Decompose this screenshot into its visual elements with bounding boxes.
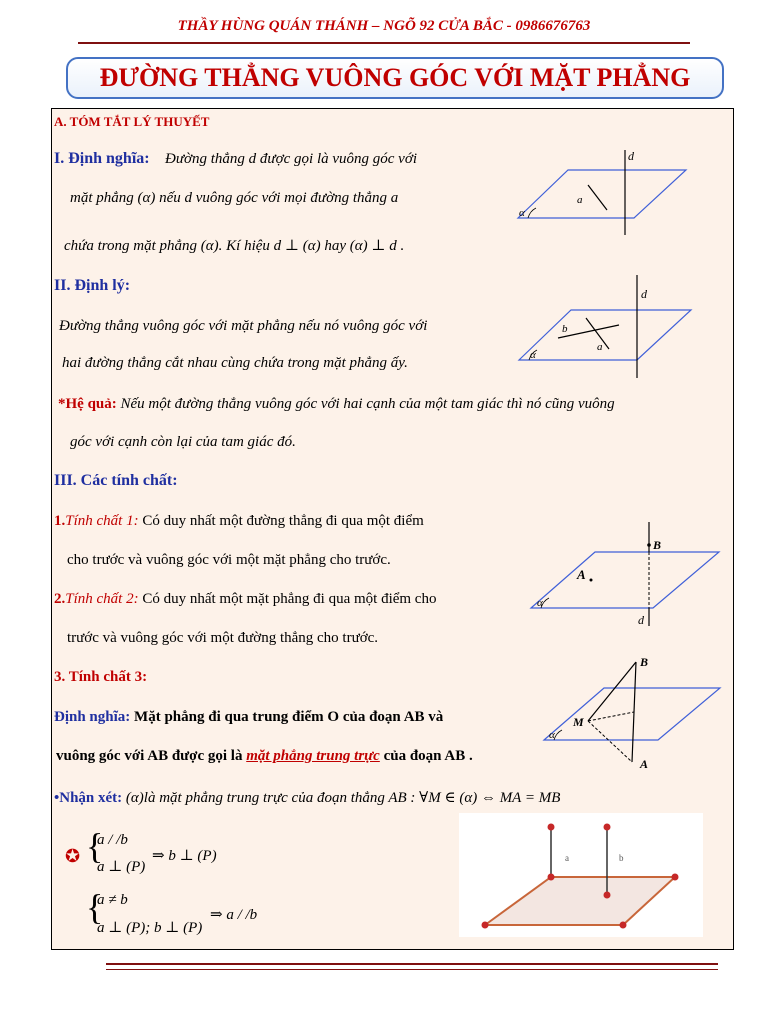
corollary-label: *Hệ quả: (58, 396, 117, 412)
fig4-label-M: M (573, 715, 584, 729)
fig1-label-alpha: α (519, 207, 525, 219)
property-1-line-1 (54, 513, 424, 530)
fig3-label-d: d (638, 613, 644, 627)
fig3-label-alpha: α (537, 597, 543, 609)
property-3-def-label: Định nghĩa: (54, 709, 131, 725)
formula-1-result: ⇒ b ⊥ (P) (152, 848, 217, 864)
figure-plane-perpendicular-line (510, 145, 690, 240)
fig2-label-d: d (641, 287, 647, 301)
remark-line (54, 788, 560, 807)
property-2-number: 2. (54, 591, 66, 607)
page-header: THẦY HÙNG QUÁN THÁNH – NGÕ 92 CỬA BẮC - 0986676763 (177, 18, 591, 34)
remark-text: (α)là mặt phẳng trung trực của đoạn thẳng AB : ∀M ∈ (α) ⇔ MA = MB (125, 790, 561, 806)
fig4-label-A: A (640, 757, 649, 771)
property-3-def-line-2 (56, 748, 473, 765)
definition-line-1: Đường thẳng d được gọi là vuông góc với (165, 151, 418, 167)
property-2-text: Có duy nhất một mặt phẳng đi qua một điểm cho (142, 591, 437, 607)
formula-1-line-b: a ⊥ (P) (97, 859, 146, 875)
property-2-line-1 (54, 591, 436, 608)
formula-1-line-a: a / /b (97, 832, 128, 848)
figure-theorem-two-lines (515, 272, 695, 382)
property-1-name: Tính chất 1: (65, 513, 139, 529)
property-3-def-line-1 (54, 709, 443, 726)
formula-2-line-b: a ⊥ (P); b ⊥ (P) (97, 920, 203, 936)
theorem-line-1: Đường thẳng vuông góc với mặt phẳng nếu nó vuông góc với (59, 318, 428, 334)
formula-2-result: ⇒ a / /b (210, 907, 258, 923)
property-1-number: 1. (54, 513, 66, 529)
section-a-heading: A. TÓM TẮT LÝ THUYẾT (54, 114, 210, 129)
property-3-def-text-2a: vuông góc với AB được gọi là (56, 748, 243, 764)
fig4-label-alpha: α (549, 729, 555, 741)
footer-rule-thin (106, 969, 718, 970)
fig1-label-d: d (628, 149, 634, 163)
header-rule (78, 42, 690, 44)
fig3-label-B: B (653, 538, 662, 552)
formula-2-line-a: a ≠ b (97, 892, 128, 908)
footer-rule-thick (106, 963, 718, 965)
properties-label: III. Các tính chất: (54, 472, 178, 489)
definition-line-2: mặt phẳng (α) nếu d vuông góc với mọi đường thẳng a (70, 190, 399, 206)
fig1-label-a: a (577, 194, 583, 206)
property-3-def-text-2b: của đoạn AB . (383, 748, 473, 764)
property-1-line-2: cho trước và vuông góc với một mặt phẳng cho trước. (67, 552, 391, 568)
corollary-line-1: Nếu một đường thẳng vuông góc với hai cạnh của một tam giác thì nó cũng vuông (120, 396, 615, 412)
remark-label: •Nhận xét: (54, 790, 123, 806)
figure-point-perpendicular-line (527, 520, 727, 630)
fig2-label-a: a (597, 341, 603, 353)
fig3-label-A: A (577, 567, 586, 582)
parallel-lines-plane-figure (459, 813, 703, 937)
fig2-label-b: b (562, 323, 568, 335)
theorem-line-2: hai đường thẳng cắt nhau cùng chứa trong mặt phẳng ấy. (62, 355, 408, 371)
definition-line-3: chứa trong mặt phẳng (α). Kí hiệu d ⊥ (α) hay (α) ⊥ d . (64, 238, 405, 254)
photo-label-b: b (619, 853, 624, 863)
perpendicular-bisector-plane-term: mặt phẳng trung trực (246, 748, 380, 764)
corollary-line-2: góc với cạnh còn lại của tam giác đó. (70, 434, 296, 450)
formula-1-brace: { (86, 826, 104, 866)
property-3-heading: 3. Tính chất 3: (54, 669, 148, 685)
definition-label: I. Định nghĩa: (54, 150, 150, 167)
theorem-label: II. Định lý: (54, 277, 131, 294)
photo-label-a: a (565, 853, 569, 863)
figure-bisector-plane (540, 652, 725, 772)
property-3-def-text-1: Mặt phẳng đi qua trung điểm O của đoạn AB và (134, 709, 444, 725)
formula-star-icon: ✪ (65, 846, 81, 866)
fig2-label-alpha: α (530, 349, 536, 361)
page-title: ĐƯỜNG THẲNG VUÔNG GÓC VỚI MẶT PHẲNG (66, 57, 724, 99)
formula-2-brace: { (86, 887, 104, 927)
property-2-name: Tính chất 2: (65, 591, 139, 607)
property-1-text: Có duy nhất một đường thẳng đi qua một điểm (142, 513, 424, 529)
fig4-label-B: B (640, 655, 649, 669)
corollary-paragraph (58, 396, 615, 413)
property-2-line-2: trước và vuông góc với một đường thẳng cho trước. (67, 630, 379, 646)
